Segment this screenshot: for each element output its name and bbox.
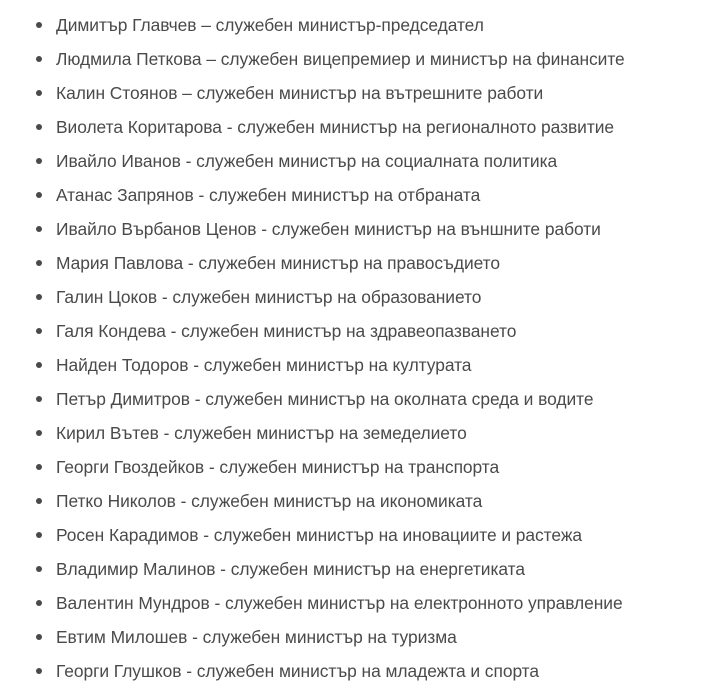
- list-item-text: Атанас Запрянов - служебен министър на отбраната: [56, 185, 481, 205]
- list-item-text: Ивайло Върбанов Ценов - служебен министър на външните работи: [56, 219, 601, 239]
- list-item: [0, 382, 701, 416]
- list-item-text: Георги Гвоздейков - служебен министър на транспорта: [56, 457, 500, 477]
- list-item: [0, 552, 701, 586]
- list-item: [0, 110, 701, 144]
- list-item: [0, 76, 701, 110]
- bullet-icon: [36, 22, 42, 28]
- bullet-icon: [36, 430, 42, 436]
- list-item-text: Димитър Главчев – служебен министър-председател: [56, 15, 484, 35]
- list-item: [0, 8, 701, 42]
- bullet-icon: [36, 294, 42, 300]
- bullet-icon: [36, 124, 42, 130]
- list-item-text: Калин Стоянов – служебен министър на вътрешните работи: [56, 83, 544, 103]
- list-item-text: Галин Цоков - служебен министър на образованието: [56, 287, 482, 307]
- list-item-text: Галя Кондева - служебен министър на здравеопазването: [56, 321, 517, 341]
- list-item: [0, 246, 701, 280]
- bullet-icon: [36, 192, 42, 198]
- list-item: [0, 178, 701, 212]
- list-item-text: Владимир Малинов - служебен министър на енергетиката: [56, 559, 525, 579]
- list-item: [0, 484, 701, 518]
- list-item-text: Петко Николов - служебен министър на икономиката: [56, 491, 483, 511]
- list-item: [0, 620, 701, 654]
- bullet-icon: [36, 362, 42, 368]
- bullet-icon: [36, 532, 42, 538]
- list-item-text: Петър Димитров - служебен министър на околната среда и водите: [56, 389, 594, 409]
- list-item-text: Георги Глушков - служебен министър на младежта и спорта: [56, 661, 540, 681]
- list-item-text: Евтим Милошев - служебен министър на туризма: [56, 627, 457, 647]
- bullet-icon: [36, 56, 42, 62]
- list-item-text: Росен Карадимов - служебен министър на иновациите и растежа: [56, 525, 583, 545]
- list-item: [0, 586, 701, 620]
- list-item-text: Мария Павлова - служебен министър на правосъдието: [56, 253, 501, 273]
- bullet-icon: [36, 464, 42, 470]
- list-item: [0, 348, 701, 382]
- list-item: [0, 144, 701, 178]
- list-item-text: Найден Тодоров - служебен министър на културата: [56, 355, 472, 375]
- list-item: [0, 416, 701, 450]
- list-item-text: Людмила Петкова – служебен вицепремиер и министър на финансите: [56, 49, 625, 69]
- list-item: [0, 450, 701, 484]
- bullet-icon: [36, 158, 42, 164]
- list-item: [0, 654, 701, 688]
- list-item-text: Ивайло Иванов - служебен министър на социалната политика: [56, 151, 558, 171]
- list-item-text: Кирил Вътев - служебен министър на земеделието: [56, 423, 467, 443]
- list-item: [0, 212, 701, 246]
- list-item-text: Виолета Коритарова - служебен министър на регионалното развитие: [56, 117, 615, 137]
- bullet-icon: [36, 668, 42, 674]
- minister-list: [0, 8, 701, 688]
- list-item: [0, 42, 701, 76]
- list-item-text: Валентин Мундров - служебен министър на електронното управление: [56, 593, 623, 613]
- bullet-icon: [36, 90, 42, 96]
- bullet-icon: [36, 328, 42, 334]
- bullet-icon: [36, 634, 42, 640]
- bullet-icon: [36, 396, 42, 402]
- bullet-icon: [36, 260, 42, 266]
- list-item: [0, 518, 701, 552]
- bullet-icon: [36, 226, 42, 232]
- bullet-icon: [36, 600, 42, 606]
- bullet-icon: [36, 498, 42, 504]
- list-item: [0, 280, 701, 314]
- bullet-icon: [36, 566, 42, 572]
- list-item: [0, 314, 701, 348]
